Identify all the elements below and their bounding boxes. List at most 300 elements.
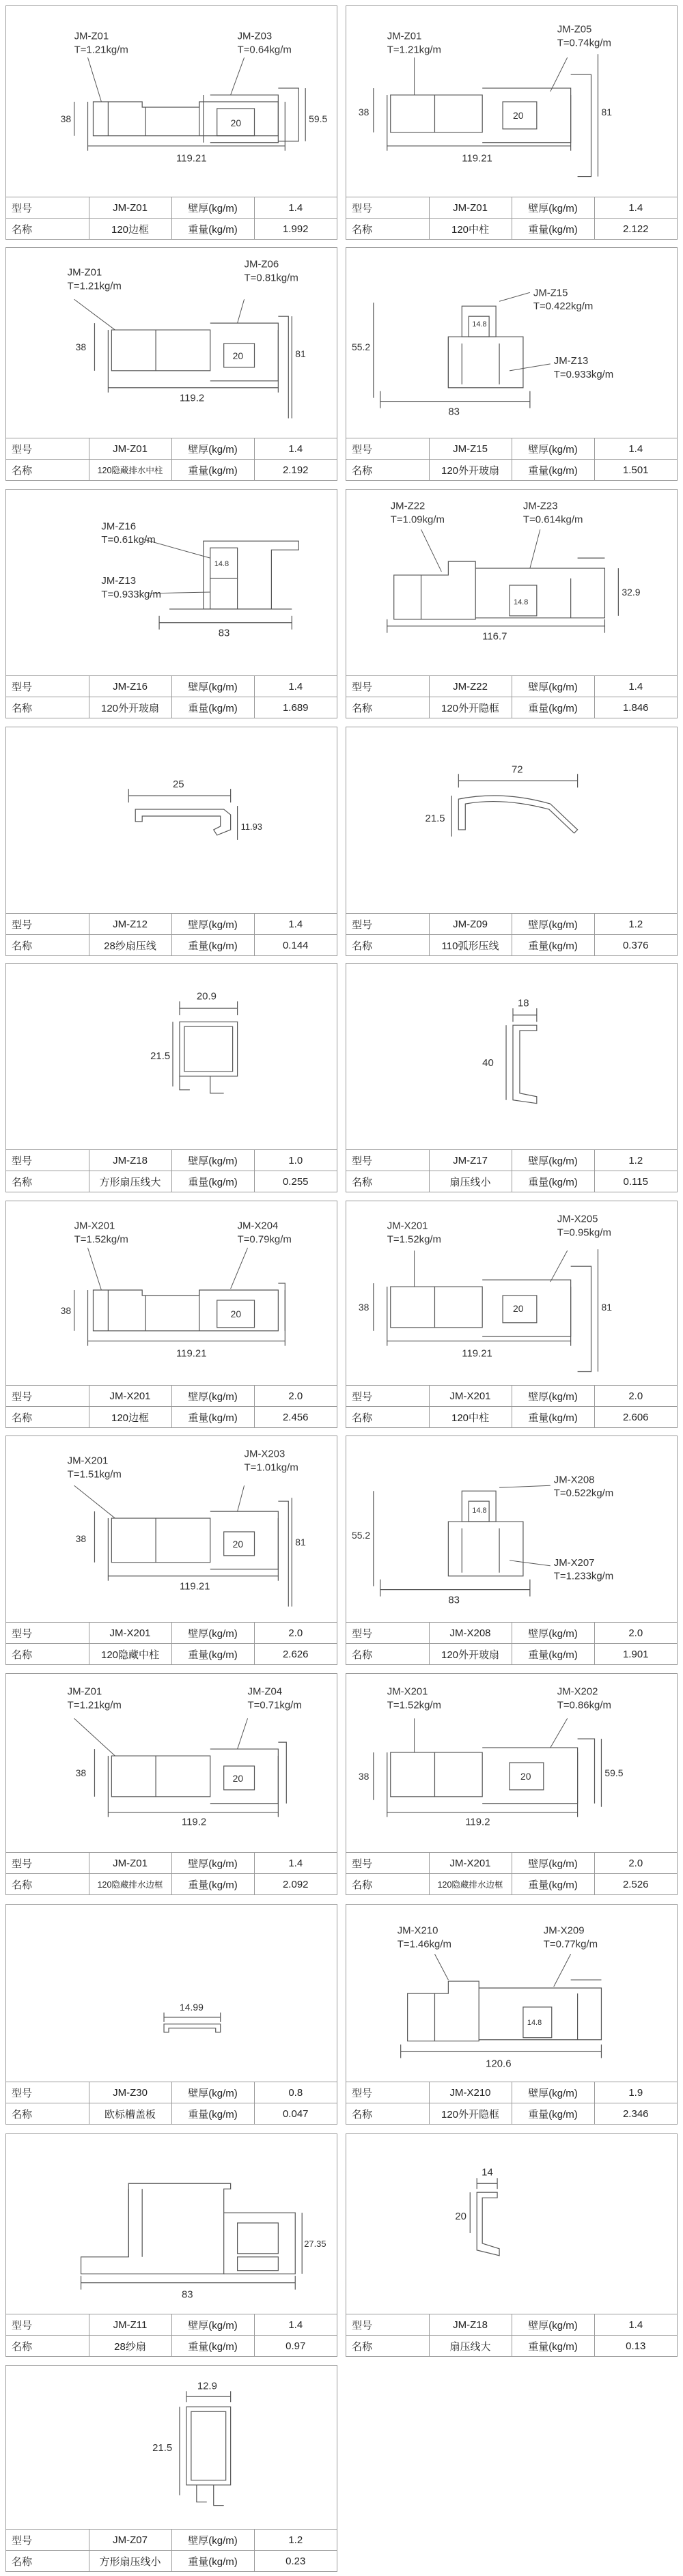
name-label: 名称: [346, 1874, 429, 1895]
dimension-label: 20: [232, 1772, 244, 1784]
callout-weight: T=0.61kg/m: [101, 534, 156, 546]
name-value: 28纱扇压线: [89, 935, 171, 956]
profile-drawing: [6, 1674, 337, 1853]
dimension-label: 81: [295, 348, 306, 359]
callout-code: JM-Z04: [247, 1685, 283, 1698]
thickness-value: 1.2: [594, 914, 677, 935]
dimension-label: 119.21: [462, 1347, 492, 1360]
dimension-label: 83: [448, 1594, 460, 1606]
model-label: 型号: [6, 676, 89, 697]
dimension-label: 119.2: [179, 392, 205, 404]
callout-code: JM-X208: [553, 1474, 595, 1486]
weight-label: 重量(kg/m): [512, 935, 594, 956]
thickness-value: 1.2: [594, 1150, 677, 1171]
thickness-value: 2.0: [594, 1623, 677, 1644]
spec-table: [6, 2314, 337, 2356]
thickness-label: 壁厚(kg/m): [171, 2314, 254, 2336]
dimension-label: 12.9: [197, 2380, 217, 2392]
thickness-value: 1.4: [594, 197, 677, 219]
callout-code: JM-Z06: [244, 258, 279, 270]
dimension-label: 14.8: [513, 598, 529, 606]
callout-weight: T=0.95kg/m: [557, 1227, 611, 1239]
weight-label: 重量(kg/m): [512, 1407, 594, 1428]
name-label: 名称: [346, 460, 429, 481]
model-label: 型号: [346, 438, 429, 460]
spec-table: [6, 1852, 337, 1894]
model-value: JM-X201: [89, 1386, 171, 1407]
callout-code: JM-Z13: [553, 354, 589, 367]
product-card: [346, 2133, 678, 2357]
name-value: 方形扇压线大: [89, 1171, 171, 1192]
product-card: [346, 1201, 678, 1428]
model-label: 型号: [6, 1623, 89, 1644]
weight-value: 0.115: [594, 1171, 677, 1192]
name-label: 名称: [6, 1407, 89, 1428]
weight-label: 重量(kg/m): [512, 697, 594, 718]
spec-table: [346, 1385, 677, 1427]
model-value: JM-Z22: [429, 676, 512, 697]
weight-label: 重量(kg/m): [171, 1171, 254, 1192]
dimension-label: 81: [601, 106, 612, 117]
product-card: [5, 1673, 337, 1895]
model-label: 型号: [346, 1623, 429, 1644]
dimension-label: 55.2: [351, 1529, 371, 1541]
callout-weight: T=0.614kg/m: [522, 514, 583, 526]
callout-code: JM-X204: [237, 1220, 279, 1232]
callout-weight: T=1.01kg/m: [244, 1461, 298, 1474]
profile-drawing: [346, 2134, 677, 2314]
callout-code: JM-Z03: [237, 30, 273, 42]
callout-weight: T=1.52kg/m: [74, 1233, 128, 1246]
product-card: [5, 727, 337, 956]
callout-weight: T=0.74kg/m: [557, 37, 611, 49]
weight-label: 重量(kg/m): [512, 1171, 594, 1192]
dimension-label: 14.8: [527, 2018, 542, 2027]
profile-drawing: [6, 1436, 337, 1623]
callout-weight: T=0.422kg/m: [533, 300, 594, 313]
callout-weight: T=0.79kg/m: [237, 1233, 292, 1246]
profile-drawing: [346, 1436, 677, 1623]
callout-code: JM-X203: [244, 1448, 285, 1460]
profile-drawing: [6, 964, 337, 1150]
callout-weight: T=1.21kg/m: [74, 44, 128, 56]
profile-drawing: [6, 2366, 337, 2530]
dimension-label: 40: [482, 1056, 494, 1069]
thickness-label: 壁厚(kg/m): [512, 1623, 594, 1644]
profile-drawing: [346, 1905, 677, 2082]
thickness-label: 壁厚(kg/m): [512, 197, 594, 219]
product-card: [346, 1436, 678, 1665]
dimension-label: 72: [512, 764, 523, 776]
model-value: JM-Z18: [429, 2314, 512, 2336]
model-value: JM-Z30: [89, 2082, 171, 2103]
model-value: JM-X210: [429, 2082, 512, 2103]
spec-table: [346, 438, 677, 480]
dimension-label: 20: [520, 1770, 531, 1782]
product-card: [5, 1201, 337, 1428]
dimension-label: 20: [455, 2211, 466, 2223]
thickness-label: 壁厚(kg/m): [171, 676, 254, 697]
dimension-label: 11.93: [240, 821, 263, 832]
name-label: 名称: [6, 460, 89, 481]
callout-code: JM-Z01: [74, 30, 109, 42]
dimension-label: 38: [358, 1770, 370, 1782]
name-value: 120边框: [89, 219, 171, 240]
dimension-label: 38: [358, 106, 370, 117]
callout-weight: T=1.09kg/m: [390, 514, 445, 526]
model-value: JM-X201: [89, 1623, 171, 1644]
name-value: 120边框: [89, 1407, 171, 1428]
model-label: 型号: [6, 2530, 89, 2551]
dimension-label: 38: [358, 1301, 370, 1313]
name-value: 120外开隐框: [429, 2103, 512, 2125]
dimension-label: 83: [448, 406, 460, 418]
product-card: [5, 1436, 337, 1665]
profile-drawing: [346, 1201, 677, 1386]
dimension-label: 119.21: [462, 152, 492, 165]
name-value: 120中柱: [429, 219, 512, 240]
callout-code: JM-Z23: [522, 500, 558, 512]
spec-table: [346, 1622, 677, 1664]
name-label: 名称: [346, 1171, 429, 1192]
name-value: 120隐藏排水边框: [89, 1874, 171, 1895]
spec-table: [6, 675, 337, 718]
dimension-label: 21.5: [425, 812, 445, 824]
weight-value: 2.346: [594, 2103, 677, 2125]
weight-value: 2.122: [594, 219, 677, 240]
name-value: 120外开玻扇: [89, 697, 171, 718]
thickness-value: 1.4: [254, 676, 337, 697]
callout-weight: T=1.51kg/m: [67, 1468, 122, 1481]
callout-weight: T=1.21kg/m: [67, 1699, 122, 1711]
profile-drawing: [6, 2134, 337, 2314]
name-label: 名称: [346, 2103, 429, 2125]
model-value: JM-Z01: [429, 197, 512, 219]
callout-weight: T=0.933kg/m: [553, 368, 614, 380]
model-label: 型号: [6, 197, 89, 219]
thickness-value: 1.4: [594, 2314, 677, 2336]
product-card: [346, 5, 678, 240]
model-label: 型号: [6, 2082, 89, 2103]
dimension-label: 20: [232, 1538, 244, 1550]
thickness-value: 2.0: [594, 1386, 677, 1407]
model-value: JM-Z16: [89, 676, 171, 697]
thickness-label: 壁厚(kg/m): [512, 1853, 594, 1874]
dimension-label: 20: [230, 1308, 242, 1319]
product-card: [346, 1673, 678, 1895]
product-card: [346, 489, 678, 718]
product-card: [5, 1904, 337, 2125]
name-label: 名称: [346, 1644, 429, 1665]
model-label: 型号: [6, 1386, 89, 1407]
dimension-label: 38: [60, 113, 72, 124]
callout-code: JM-Z16: [101, 520, 137, 533]
profile-drawing: [6, 6, 337, 197]
profile-drawing: [6, 727, 337, 914]
model-label: 型号: [6, 1853, 89, 1874]
dimension-label: 81: [295, 1536, 306, 1548]
name-label: 名称: [346, 935, 429, 956]
name-label: 名称: [346, 2336, 429, 2357]
weight-value: 0.144: [254, 935, 337, 956]
product-card: [5, 2365, 337, 2572]
thickness-label: 壁厚(kg/m): [171, 914, 254, 935]
model-value: JM-Z01: [89, 438, 171, 460]
dimension-label: 18: [517, 997, 529, 1009]
name-value: 120隐藏中柱: [89, 1644, 171, 1665]
model-label: 型号: [346, 197, 429, 219]
model-value: JM-X208: [429, 1623, 512, 1644]
name-value: 方形扇压线小: [89, 2551, 171, 2572]
callout-code: JM-X210: [397, 1924, 438, 1937]
spec-table: [6, 913, 337, 955]
weight-value: 1.846: [594, 697, 677, 718]
spec-table: [6, 438, 337, 480]
profile-drawing: [346, 964, 677, 1150]
dimension-label: 20.9: [196, 990, 217, 1003]
weight-value: 0.23: [254, 2551, 337, 2572]
model-value: JM-Z18: [89, 1150, 171, 1171]
thickness-value: 1.2: [254, 2530, 337, 2551]
spec-table: [346, 675, 677, 718]
thickness-label: 壁厚(kg/m): [512, 2314, 594, 2336]
callout-code: JM-Z15: [533, 287, 568, 299]
callout-weight: T=1.233kg/m: [553, 1570, 614, 1582]
model-value: JM-X201: [429, 1853, 512, 1874]
profile-drawing: [346, 490, 677, 676]
thickness-label: 壁厚(kg/m): [512, 2082, 594, 2103]
product-card: [5, 963, 337, 1192]
callout-code: JM-X201: [387, 1220, 428, 1232]
weight-label: 重量(kg/m): [512, 219, 594, 240]
name-label: 名称: [6, 697, 89, 718]
thickness-label: 壁厚(kg/m): [512, 1386, 594, 1407]
callout-weight: T=0.86kg/m: [557, 1699, 611, 1711]
dimension-label: 119.21: [176, 152, 207, 165]
model-label: 型号: [346, 1150, 429, 1171]
product-card: [5, 5, 337, 240]
weight-label: 重量(kg/m): [171, 2551, 254, 2572]
thickness-value: 1.4: [594, 438, 677, 460]
model-value: JM-Z15: [429, 438, 512, 460]
name-value: 110弧形压线: [429, 935, 512, 956]
name-label: 名称: [6, 2103, 89, 2125]
callout-weight: T=1.52kg/m: [387, 1699, 441, 1711]
dimension-label: 21.5: [150, 1050, 171, 1062]
spec-table: [346, 1149, 677, 1192]
dimension-label: 38: [60, 1304, 72, 1316]
weight-value: 0.376: [594, 935, 677, 956]
weight-label: 重量(kg/m): [512, 2103, 594, 2125]
dimension-label: 55.2: [351, 341, 371, 352]
name-label: 名称: [346, 1407, 429, 1428]
dimension-label: 25: [172, 779, 184, 791]
name-label: 名称: [346, 219, 429, 240]
model-value: JM-X201: [429, 1386, 512, 1407]
profile-drawing: [346, 6, 677, 197]
name-value: 28纱扇: [89, 2336, 171, 2357]
thickness-label: 壁厚(kg/m): [512, 676, 594, 697]
thickness-value: 1.4: [254, 1853, 337, 1874]
name-label: 名称: [6, 2336, 89, 2357]
weight-value: 0.047: [254, 2103, 337, 2125]
callout-code: JM-X207: [553, 1556, 595, 1569]
dimension-label: 81: [601, 1301, 612, 1313]
model-value: JM-Z17: [429, 1150, 512, 1171]
name-value: 120隐藏排水中柱: [89, 460, 171, 481]
thickness-value: 1.4: [254, 2314, 337, 2336]
dimension-label: 120.6: [486, 2058, 512, 2070]
callout-code: JM-Z01: [387, 30, 422, 42]
model-value: JM-Z07: [89, 2530, 171, 2551]
thickness-label: 壁厚(kg/m): [171, 197, 254, 219]
dimension-label: 38: [75, 1767, 87, 1778]
spec-table: [6, 1622, 337, 1664]
thickness-value: 1.9: [594, 2082, 677, 2103]
dimension-label: 20: [512, 109, 524, 121]
thickness-label: 壁厚(kg/m): [171, 1853, 254, 1874]
thickness-label: 壁厚(kg/m): [171, 438, 254, 460]
name-label: 名称: [6, 2551, 89, 2572]
dimension-label: 116.7: [482, 630, 507, 643]
weight-value: 1.901: [594, 1644, 677, 1665]
thickness-label: 壁厚(kg/m): [512, 438, 594, 460]
thickness-value: 2.0: [254, 1386, 337, 1407]
dimension-label: 119.21: [176, 1347, 207, 1360]
thickness-label: 壁厚(kg/m): [171, 1623, 254, 1644]
product-card: [346, 1904, 678, 2125]
dimension-label: 14.8: [214, 560, 229, 569]
weight-value: 2.456: [254, 1407, 337, 1428]
model-label: 型号: [346, 914, 429, 935]
spec-table: [6, 197, 337, 239]
profile-drawing: [6, 248, 337, 438]
weight-label: 重量(kg/m): [171, 697, 254, 718]
weight-value: 2.192: [254, 460, 337, 481]
product-card: [5, 489, 337, 718]
thickness-label: 壁厚(kg/m): [512, 1150, 594, 1171]
weight-value: 0.13: [594, 2336, 677, 2357]
dimension-label: 32.9: [622, 586, 641, 598]
dimension-label: 119.2: [465, 1816, 490, 1828]
thickness-value: 1.4: [254, 914, 337, 935]
model-value: JM-Z01: [89, 1853, 171, 1874]
model-label: 型号: [6, 438, 89, 460]
thickness-label: 壁厚(kg/m): [171, 1386, 254, 1407]
callout-code: JM-X202: [557, 1685, 598, 1698]
callout-weight: T=0.933kg/m: [101, 588, 161, 600]
weight-value: 2.092: [254, 1874, 337, 1895]
dimension-label: 14.99: [179, 2001, 204, 2013]
name-value: 120外开隐框: [429, 697, 512, 718]
dimension-label: 38: [75, 341, 87, 352]
spec-table: [6, 2082, 337, 2124]
profile-drawing: [346, 727, 677, 914]
callout-weight: T=1.21kg/m: [387, 44, 441, 56]
callout-code: JM-Z13: [101, 574, 137, 587]
name-value: 扇压线大: [429, 2336, 512, 2357]
name-label: 名称: [6, 219, 89, 240]
weight-label: 重量(kg/m): [171, 1874, 254, 1895]
model-label: 型号: [6, 2314, 89, 2336]
callout-weight: T=0.522kg/m: [553, 1487, 614, 1500]
thickness-label: 壁厚(kg/m): [512, 914, 594, 935]
dimension-label: 21.5: [152, 2441, 173, 2454]
thickness-value: 0.8: [254, 2082, 337, 2103]
spec-table: [346, 2082, 677, 2124]
weight-value: 2.606: [594, 1407, 677, 1428]
callout-weight: T=0.71kg/m: [247, 1699, 302, 1711]
thickness-value: 2.0: [254, 1623, 337, 1644]
dimension-label: 59.5: [309, 113, 328, 124]
dimension-label: 20: [230, 117, 242, 128]
weight-value: 2.526: [594, 1874, 677, 1895]
name-label: 名称: [6, 1874, 89, 1895]
name-value: 120中柱: [429, 1407, 512, 1428]
model-label: 型号: [346, 1853, 429, 1874]
name-value: 120外开玻扇: [429, 460, 512, 481]
spec-table: [346, 197, 677, 239]
dimension-label: 14.8: [472, 320, 487, 329]
name-label: 名称: [6, 1171, 89, 1192]
callout-code: JM-X201: [74, 1220, 115, 1232]
model-label: 型号: [346, 676, 429, 697]
dimension-label: 119.2: [181, 1816, 207, 1828]
product-card: [346, 247, 678, 481]
weight-label: 重量(kg/m): [512, 1644, 594, 1665]
callout-weight: T=0.81kg/m: [244, 272, 298, 284]
thickness-value: 1.4: [254, 438, 337, 460]
weight-label: 重量(kg/m): [171, 2103, 254, 2125]
thickness-label: 壁厚(kg/m): [171, 2530, 254, 2551]
name-value: 欧标槽盖板: [89, 2103, 171, 2125]
spec-table: [346, 1852, 677, 1894]
weight-label: 重量(kg/m): [171, 935, 254, 956]
dimension-label: 20: [512, 1302, 524, 1314]
callout-code: JM-Z01: [67, 266, 102, 279]
model-label: 型号: [346, 2082, 429, 2103]
profile-drawing: [346, 248, 677, 438]
weight-label: 重量(kg/m): [171, 460, 254, 481]
callout-weight: T=1.52kg/m: [387, 1233, 441, 1246]
callout-weight: T=1.21kg/m: [67, 280, 122, 292]
profile-drawing: [6, 1201, 337, 1386]
weight-label: 重量(kg/m): [512, 1874, 594, 1895]
spec-table: [6, 1149, 337, 1192]
spec-table: [6, 2529, 337, 2571]
weight-label: 重量(kg/m): [512, 460, 594, 481]
dimension-label: 14.8: [472, 1507, 487, 1515]
thickness-value: 1.0: [254, 1150, 337, 1171]
dimension-label: 59.5: [604, 1767, 624, 1778]
spec-table: [346, 913, 677, 955]
spec-table: [6, 1385, 337, 1427]
weight-label: 重量(kg/m): [512, 2336, 594, 2357]
profile-drawing: [6, 490, 337, 676]
model-label: 型号: [6, 914, 89, 935]
thickness-label: 壁厚(kg/m): [171, 2082, 254, 2103]
product-card: [5, 247, 337, 481]
callout-code: JM-X201: [67, 1455, 109, 1467]
name-label: 名称: [346, 697, 429, 718]
callout-weight: T=0.64kg/m: [237, 44, 292, 56]
weight-label: 重量(kg/m): [171, 219, 254, 240]
dimension-label: 20: [232, 350, 244, 361]
weight-label: 重量(kg/m): [171, 1644, 254, 1665]
name-value: 120外开玻扇: [429, 1644, 512, 1665]
thickness-value: 1.4: [594, 676, 677, 697]
model-label: 型号: [6, 1150, 89, 1171]
